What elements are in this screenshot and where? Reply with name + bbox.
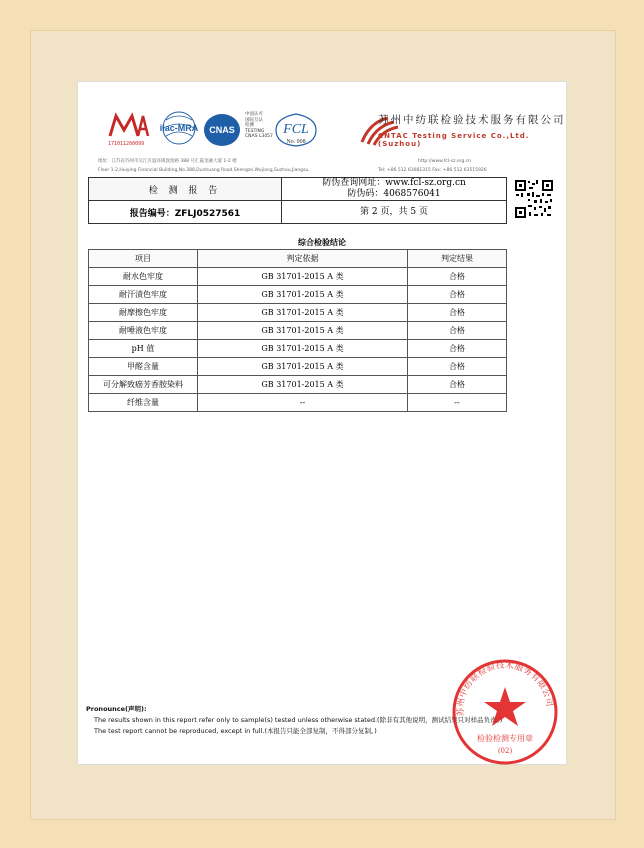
official-seal-icon <box>450 657 560 767</box>
table-row: 可分解致癌芳香胺染料 GB 31701-2015 A 类 合格 <box>89 376 507 394</box>
report-number: ZFLJ0527561 <box>174 208 241 219</box>
pronounce-line: The results shown in this report refer only to sample(s) tested unless otherwise stated.(除非有其他说明，测试结果只对样品负责。) <box>94 716 503 724</box>
table-row: 耐唾液色牢度 GB 31701-2015 A 类 合格 <box>89 322 507 340</box>
table-row: 耐汗渍色牢度 GB 31701-2015 A 类 合格 <box>89 286 507 304</box>
table-row: pH 值 GB 31701-2015 A 类 合格 <box>89 340 507 358</box>
table-row: 纤维含量 -- -- <box>89 394 507 412</box>
company-name-en: CNTAC Testing Service Co.,Ltd.(Suzhou) <box>378 132 530 148</box>
ma-logo-icon <box>106 110 150 140</box>
pronounce-block <box>86 704 502 737</box>
fcl-text: FCL <box>283 122 309 137</box>
conclusion-title: 综合检验结论 <box>298 237 346 247</box>
ma-number: 171011260099 <box>108 141 145 147</box>
conclusion-table <box>88 249 507 412</box>
address-cn: 地址：江苏省苏州市吴江区盛泽镇敦煌路 388 号汇赢金融大厦 1-2 楼 <box>98 159 237 164</box>
seal-text: 苏州中纺联检验技术服务有限公司 <box>455 660 555 717</box>
cnas-caption: 中国认可 国际互认 检测 TESTING CNAS L3457 <box>245 112 273 139</box>
ilac-text: ilac-MRA <box>159 123 199 133</box>
report-page <box>78 82 566 764</box>
qr-code-icon <box>514 179 554 219</box>
table-header-row <box>89 250 507 268</box>
report-number-label: 报告编号： <box>129 208 175 219</box>
website-text: http://www.fcl-sz.org.cn <box>418 159 472 164</box>
verify-info <box>282 178 507 201</box>
table-row: 甲醛含量 GB 31701-2015 A 类 合格 <box>89 358 507 376</box>
pronounce-title: Pronounce(声明): <box>86 705 147 713</box>
company-name-cn: 苏州中纺联检验技术服务有限公司 <box>378 114 566 126</box>
pronounce-line: The test report cannot be reproduced, except in full.(本报告只能全部复制，不得部分复制。) <box>94 727 377 735</box>
cnas-logo-icon <box>202 110 242 150</box>
table-row: 耐摩擦色牢度 GB 31701-2015 A 类 合格 <box>89 304 507 322</box>
report-title: 检 测 报 告 <box>89 178 282 201</box>
verify-code: 防伪码：4068576041 <box>347 189 441 199</box>
cnas-text: CNAS <box>209 125 235 135</box>
seal-code: (02) <box>497 747 513 755</box>
fcl-number: No. 008 <box>286 139 306 145</box>
address-block <box>98 157 310 175</box>
column-header-result: 判定结果 <box>408 250 507 268</box>
address-en: Floor 1-2,Huiying Financial Building,No.388,Dunhuang Road,Shengze,Wujiang,Suzhou,Jiangsu. <box>98 168 310 173</box>
tel-fax-text: Tel: +86 512 63081315 Fax: +86 512 63515926 <box>378 168 487 173</box>
report-header-table <box>88 177 507 224</box>
seal-subtext: 检验检测专用章 <box>477 734 533 743</box>
fcl-logo-icon <box>270 110 322 150</box>
column-header-basis: 判定依据 <box>198 250 408 268</box>
contact-block <box>378 157 487 175</box>
column-header-item: 项目 <box>89 250 198 268</box>
page-info: 第 2 页，共 5 页 <box>282 201 507 224</box>
ilac-mra-logo-icon <box>156 110 202 150</box>
table-row: 耐水色牢度 GB 31701-2015 A 类 合格 <box>89 268 507 286</box>
report-number-cell <box>89 201 282 224</box>
verify-site: 防伪查询网址：www.fcl-sz.org.cn <box>322 178 466 188</box>
